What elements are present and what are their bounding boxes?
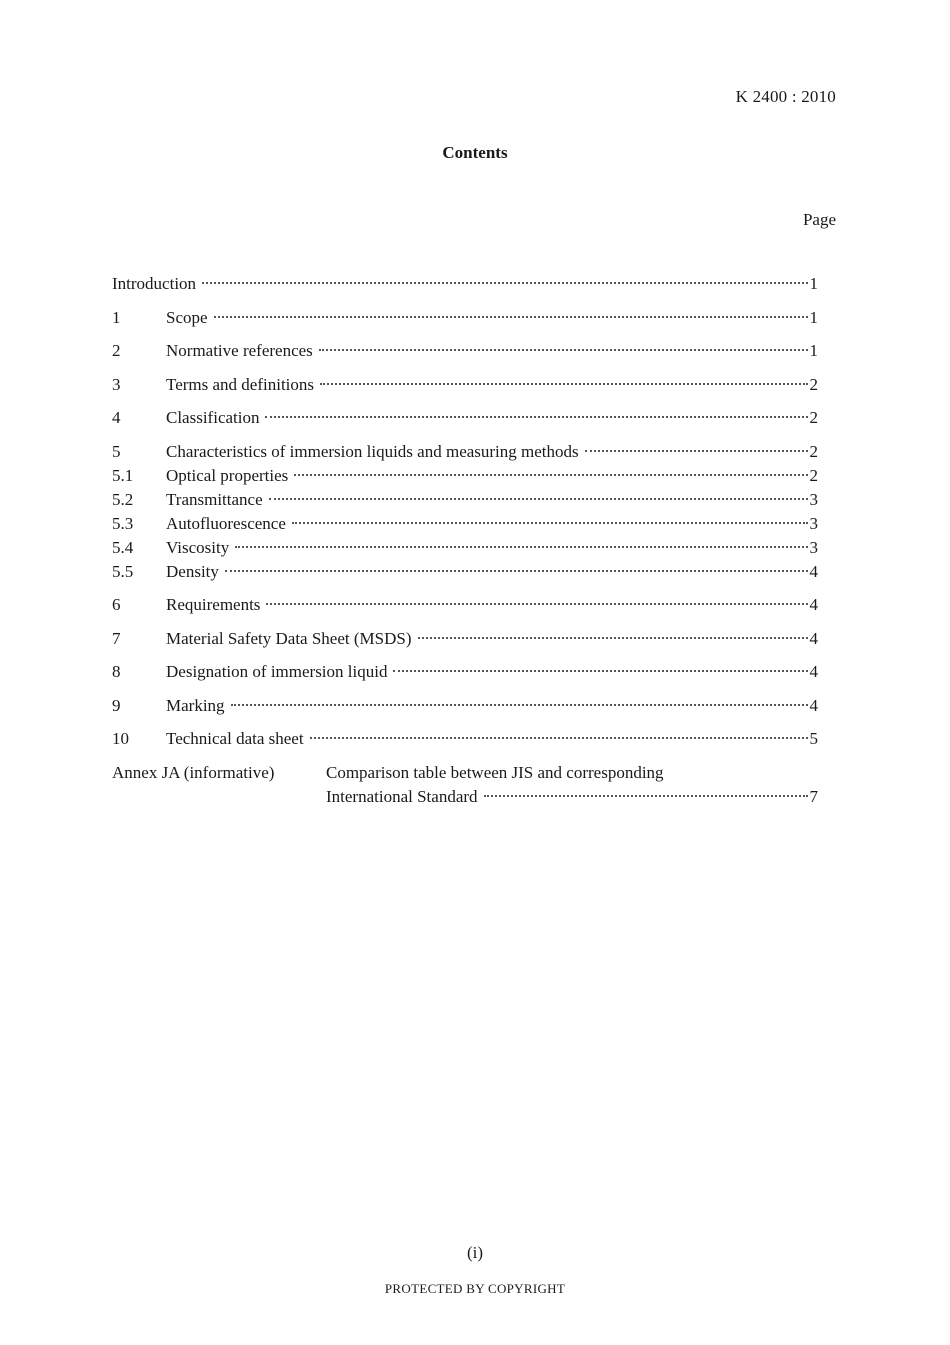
toc-entry-page: 2 (809, 374, 818, 394)
toc-entry-technical-data-sheet[interactable] (112, 727, 818, 751)
toc-entry-label: Marking (166, 695, 225, 715)
toc-entry-autofluorescence[interactable] (112, 512, 818, 536)
toc-entry-introduction[interactable] (112, 272, 818, 296)
annex-title-line-1: Comparison table between JIS and corresponding (326, 762, 664, 782)
toc-entry-number: 4 (112, 408, 121, 427)
dot-leader (266, 603, 807, 605)
dot-leader (292, 522, 808, 524)
toc-entry-number: 6 (112, 595, 121, 614)
toc-entry-page: 4 (809, 561, 818, 581)
toc-entry-number: 5.3 (112, 513, 134, 533)
toc-entry-page: 3 (809, 489, 818, 509)
toc-entry-page: 2 (809, 441, 818, 461)
toc-entry-page: 2 (809, 465, 818, 485)
copyright-notice: PROTECTED BY COPYRIGHT (384, 1281, 566, 1296)
toc-entry-number: 8 (112, 662, 121, 681)
toc-entry-terms-and-definitions[interactable] (112, 373, 818, 397)
toc-entry-page: 1 (809, 341, 818, 360)
toc-entry-requirements[interactable] (112, 593, 818, 617)
toc-entry-number: 1 (112, 307, 121, 327)
toc-entry-marking[interactable] (112, 694, 818, 718)
toc-entry-number: 7 (112, 628, 121, 648)
page-column-label: Page (802, 210, 836, 229)
page-title: Contents (442, 143, 508, 162)
toc-entry-label: Transmittance (166, 489, 263, 509)
toc-entry-label: Classification (166, 408, 260, 427)
toc-entry-label: Optical properties (166, 465, 289, 485)
dot-leader (214, 316, 808, 318)
dot-leader (418, 637, 808, 639)
toc-entry-density[interactable] (112, 560, 818, 584)
toc-entry-number: 2 (112, 341, 121, 360)
toc-entry-page: 3 (809, 513, 818, 533)
dot-leader (320, 383, 807, 385)
dot-leader (265, 416, 807, 418)
toc-entry-transmittance[interactable] (112, 488, 818, 512)
toc-entry-page: 4 (809, 628, 818, 648)
toc-entry-optical-properties[interactable] (112, 464, 818, 488)
dot-leader (319, 349, 808, 351)
toc-entry-label: Autofluorescence (166, 513, 286, 533)
toc-entry-page: 4 (809, 662, 818, 681)
table-of-contents (112, 272, 818, 809)
toc-entry-label: Characteristics of immersion liquids and measuring methods (166, 441, 579, 461)
document-code: K 2400 : 2010 (735, 87, 836, 106)
toc-entry-classification[interactable] (112, 406, 818, 430)
footer-page-number: (i) (466, 1243, 484, 1262)
toc-entry-label: Terms and definitions (166, 374, 315, 394)
toc-entry-label: Designation of immersion liquid (166, 662, 388, 681)
toc-entry-page: 3 (809, 537, 818, 557)
dot-leader (294, 474, 807, 476)
toc-entry-viscosity[interactable] (112, 536, 818, 560)
dot-leader (585, 450, 808, 452)
annex-heading: Annex JA (informative) (112, 762, 275, 782)
dot-leader (484, 795, 808, 797)
annex-title-line-2: International Standard (326, 786, 478, 806)
toc-entry-number: 5.1 (112, 465, 134, 485)
toc-entry-characteristics[interactable] (112, 440, 818, 464)
toc-entry-number: 5.5 (112, 561, 134, 581)
dot-leader (225, 570, 808, 572)
toc-entry-normative-references[interactable] (112, 339, 818, 363)
toc-entry-number: 5.4 (112, 537, 134, 557)
toc-entry-label: Introduction (112, 274, 197, 293)
toc-entry-number: 9 (112, 695, 121, 715)
toc-entry-label: Density (166, 561, 219, 581)
toc-entry-number: 5.2 (112, 489, 134, 509)
toc-entry-label: Viscosity (166, 537, 230, 557)
toc-entry-page: 4 (809, 595, 818, 614)
toc-entry-page: 2 (809, 408, 818, 427)
dot-leader (310, 737, 808, 739)
toc-entry-designation[interactable] (112, 660, 818, 684)
toc-entry-msds[interactable] (112, 627, 818, 651)
dot-leader (231, 704, 808, 706)
dot-leader (202, 282, 807, 284)
toc-entry-page: 1 (809, 274, 818, 293)
toc-entry-number: 10 (112, 729, 129, 748)
dot-leader (393, 670, 807, 672)
toc-entry-page: 5 (809, 729, 818, 748)
toc-entry-page: 7 (809, 786, 818, 806)
toc-entry-label: Normative references (166, 341, 313, 360)
toc-entry-annex-ja[interactable] (112, 761, 818, 809)
toc-entry-label: Scope (166, 307, 208, 327)
toc-entry-scope[interactable] (112, 306, 818, 330)
toc-entry-label: Technical data sheet (166, 729, 304, 748)
toc-entry-label: Material Safety Data Sheet (MSDS) (166, 628, 412, 648)
toc-entry-number: 5 (112, 441, 121, 461)
toc-entry-number: 3 (112, 374, 121, 394)
toc-entry-page: 4 (809, 695, 818, 715)
toc-entry-label: Requirements (166, 595, 261, 614)
dot-leader (235, 546, 807, 548)
toc-entry-page: 1 (809, 307, 818, 327)
dot-leader (269, 498, 808, 500)
